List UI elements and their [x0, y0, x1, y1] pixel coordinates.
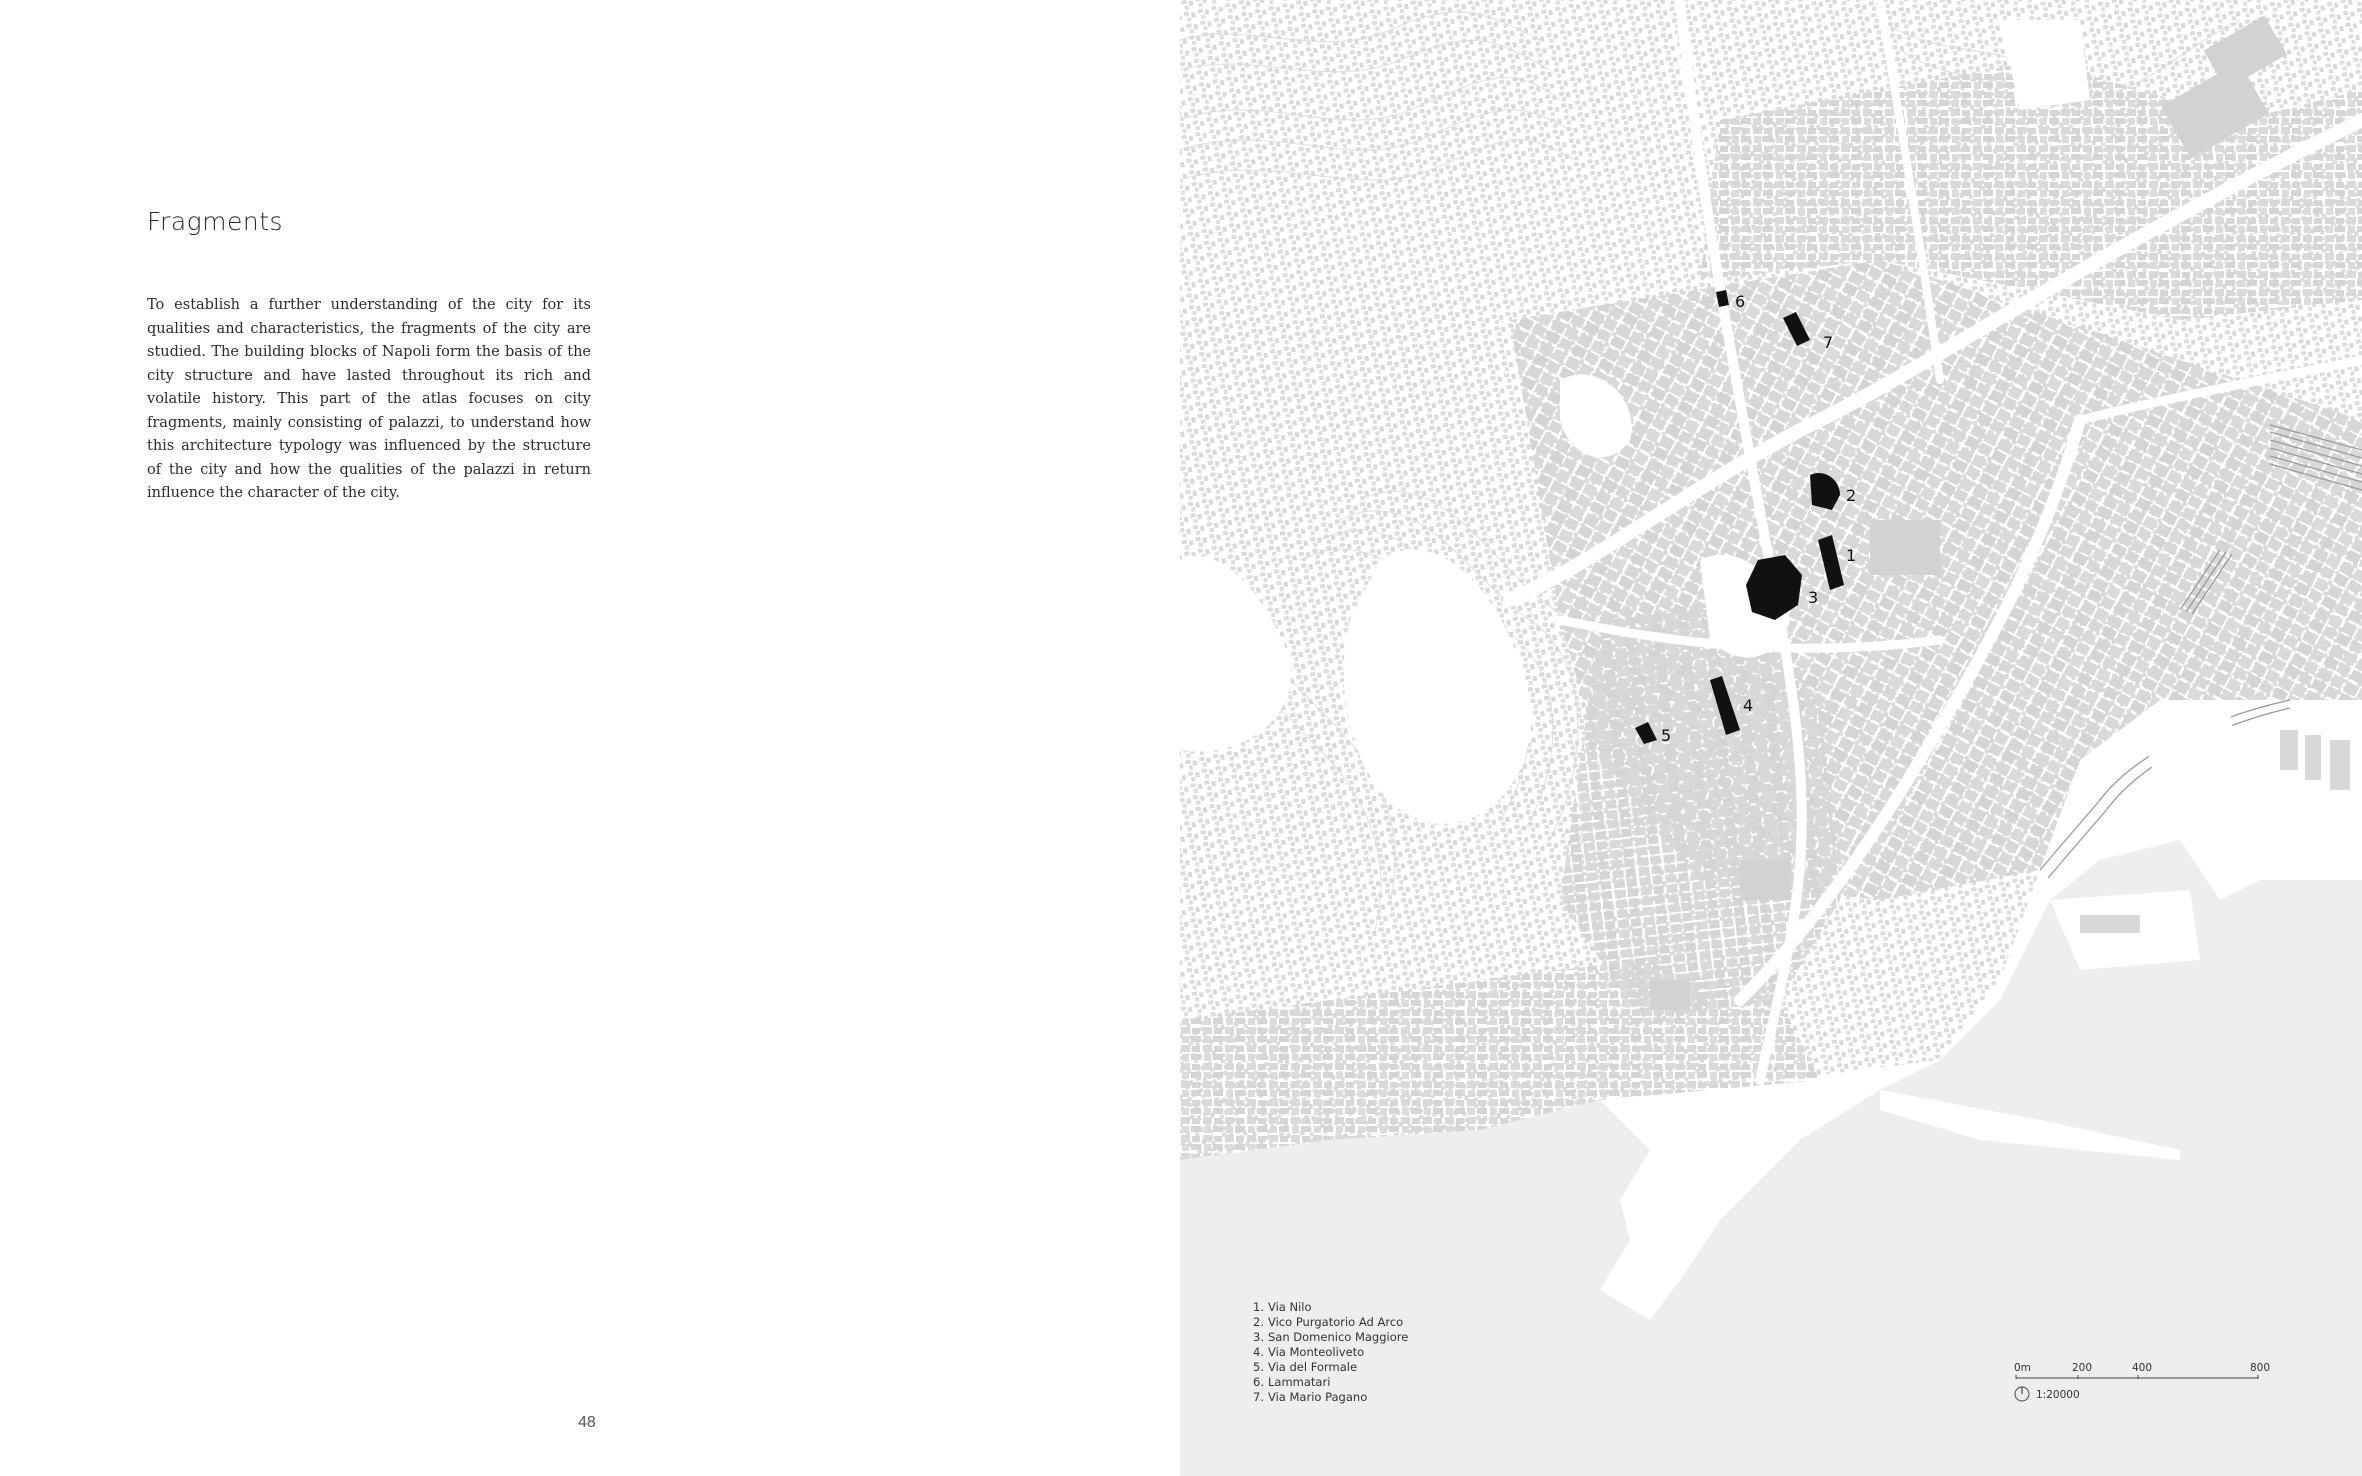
- map-legend: [1253, 1300, 1408, 1405]
- legend-item: 5. Via del Formale: [1253, 1360, 1358, 1374]
- scale-bar: [2014, 1360, 2270, 1408]
- left-page: [0, 0, 1180, 1476]
- marker-5: 5: [1661, 726, 1672, 745]
- legend-item: 7. Via Mario Pagano: [1253, 1390, 1368, 1404]
- legend-item: 2. Vico Purgatorio Ad Arco: [1253, 1315, 1404, 1329]
- scale-ratio: 1:20000: [2036, 1389, 2080, 1401]
- scale-tick-400: 400: [2132, 1362, 2153, 1374]
- city-map: [1180, 0, 2362, 1476]
- marker-1: 1: [1846, 546, 1857, 565]
- legend-item: 3. San Domenico Maggiore: [1253, 1330, 1409, 1344]
- page-number: 48: [578, 1414, 596, 1431]
- marker-7: 7: [1823, 333, 1834, 352]
- legend-item: 1. Via Nilo: [1253, 1300, 1312, 1314]
- right-page: [1180, 0, 2362, 1476]
- legend-item: 6. Lammatari: [1253, 1375, 1331, 1389]
- intro-paragraph: To establish a further understanding of the city for its qualities and characteristics, the fragments of the city are studied. The building blocks of Napoli form the basis of the city structure and have lasted throughout its rich and volatile history. This part of the atlas focuses on city fragments, mainly consisting of palazzi, to understand how this architecture typology was influenced by the structure of the city and how the qualities of the palazzi in return influence the character of the city.: [147, 297, 591, 501]
- scale-tick-0: 0m: [2014, 1362, 2031, 1374]
- page-title: Fragments: [147, 207, 284, 236]
- marker-2: 2: [1846, 486, 1857, 505]
- north-arrow-icon: [2015, 1387, 2029, 1401]
- legend-item: 4. Via Monteoliveto: [1253, 1345, 1365, 1359]
- scale-tick-800: 800: [2250, 1362, 2270, 1374]
- scale-tick-200: 200: [2072, 1362, 2093, 1374]
- marker-4: 4: [1743, 696, 1754, 715]
- marker-3: 3: [1808, 588, 1819, 607]
- marker-6: 6: [1735, 292, 1746, 311]
